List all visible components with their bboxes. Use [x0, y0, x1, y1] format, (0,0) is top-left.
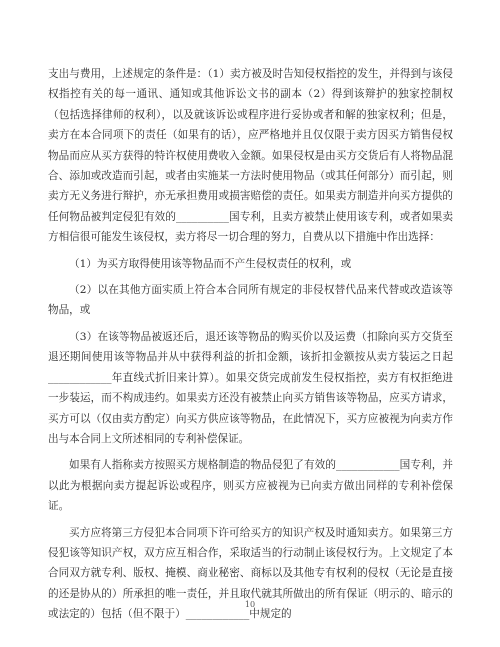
paragraph-option-2: （2）以在其他方面实质上符合本合同所有规定的非侵权替代品来代替或改造该等物品，或: [48, 284, 453, 317]
paragraph-third-party-infringement: 买方应将第三方侵犯本合同项下许可给买方的知识产权及时通知卖方。如果第三方侵犯该等知识产权，双方应互相合作，采取适当的行动制止该侵权行为。上文规定了本合同双方就专利、版权、掩模、商业秘密、商标以及其他专有权利的侵权（无论是直接的还是协从的）所承担的唯一责任，并且取代就其所做出的所有保证（明示的、暗示的或法定的）包括（但不限于）____________中规定的: [48, 526, 453, 621]
page-number: 10: [244, 600, 256, 609]
paragraph-indemnity-conditions: 支出与费用，上述规定的条件是：（1）卖方被及时告知侵权指控的发生，并得到与该侵权指控有关的每一通讯、通知或其他诉讼文书的副本（2）得到该辩护的独家控制权（包括选择律师的权利），以及就该诉讼或程序进行妥协或者和解的独家权利；但是，卖方在本合同项下的责任（如果有的话），应严格地并且仅仅限于卖方因买方销售侵权物品而应从买方获得的特许权使用费收入金额。如果侵权是由买方交货后有人将物品混合、添加或改造而引起，或者由实施某一方法时使用物品（或其任何部分）而引起，则卖方无义务进行辩护，亦无承担费用或损害赔偿的责任。如果卖方制造并向买方提供的任何物品被判定侵犯有效的__________国专利，且卖方被禁止使用该专利，或者如果卖方相信很可能发生该侵权，卖方将尽一切合理的努力，自费从以下措施中作出选择：: [48, 68, 453, 244]
paragraph-buyer-specification: 如果有人指称卖方按照买方规格制造的物品侵犯了有效的____________国专利，并以此为根据向卖方提起诉讼或程序，则买方应被视为已向卖方做出同样的专利补偿保证。: [48, 459, 453, 513]
paragraph-option-3: （3）在该等物品被返还后，退还该等物品的购买价以及运费（扣除向买方交货至退还期间使用该等物品并从中获得利益的折扣金额，该折扣金额按从卖方装运之日起____________年直线式折旧来计算）。如果交货完成前发生侵权指控，卖方有权拒绝进一步装运，而不构成违约。如果卖方还没有被禁止向买方销售该等物品，应买方请求，买方可以（仅由卖方酌定）向买方供应该等物品，在此情况下，买方应被视为向卖方作出与本合同上文所述相同的专利补偿保证。: [48, 330, 453, 445]
document-body: [48, 64, 453, 625]
paragraph-option-1: （1）为买方取得使用该等物品而不产生侵权责任的权利，或: [69, 257, 352, 270]
